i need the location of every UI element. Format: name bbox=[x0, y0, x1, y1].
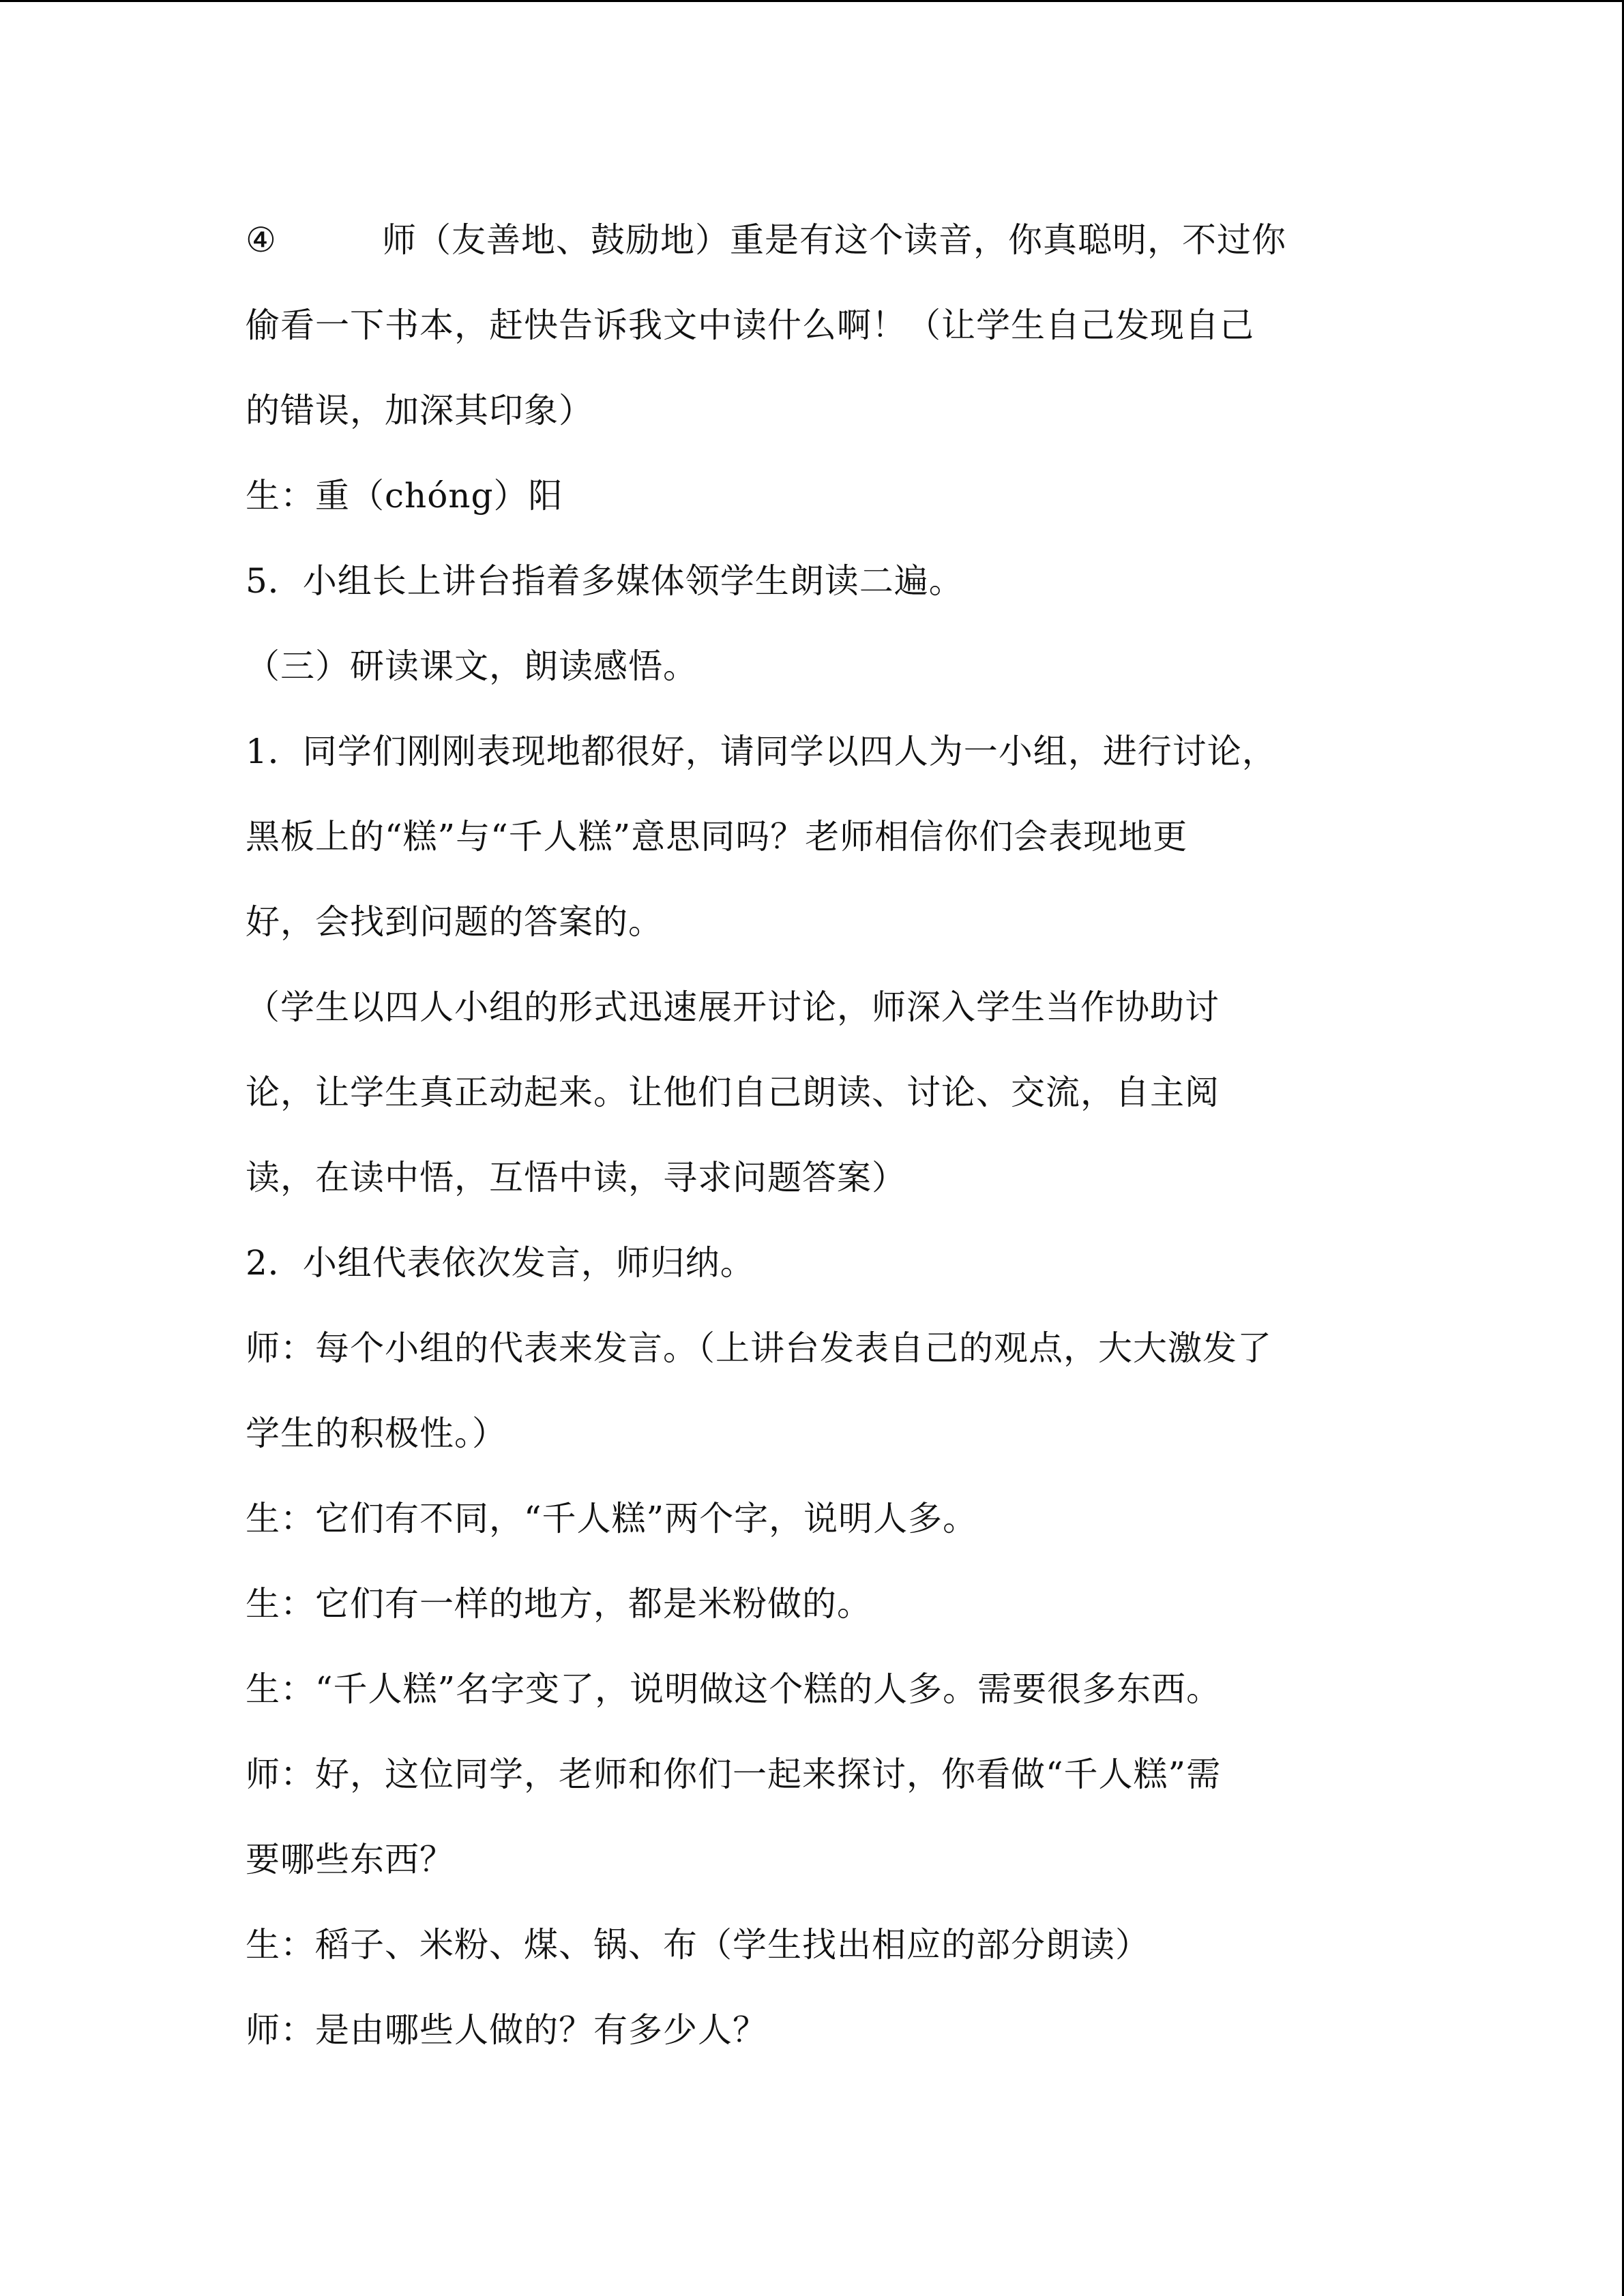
paragraph-line: 生：重（chóng）阳 bbox=[246, 476, 563, 516]
paragraph-line: 生：“千人糕”名字变了，说明做这个糕的人多。需要很多东西。 bbox=[246, 1669, 1222, 1709]
paragraph-line: 的错误，加深其印象） bbox=[246, 391, 593, 430]
list-marker: ④ bbox=[246, 220, 277, 260]
paragraph-line: 5．小组长上讲台指着多媒体领学生朗读二遍。 bbox=[246, 561, 964, 601]
paragraph-line: 生：它们有一样的地方，都是米粉做的。 bbox=[246, 1584, 872, 1624]
paragraph-line: 读，在读中悟，互悟中读，寻求问题答案） bbox=[246, 1158, 906, 1197]
paragraph-line: 生：它们有不同，“千人糕”两个字，说明人多。 bbox=[246, 1499, 978, 1538]
document-body bbox=[246, 198, 1391, 2073]
page-top-border bbox=[0, 0, 1624, 2]
paragraph-line: 2．小组代表依次发言，师归纳。 bbox=[246, 1243, 755, 1283]
line-text: 师（友善地、鼓励地）重是有这个读音，你真聪明，不过你 bbox=[382, 220, 1286, 260]
paragraph-line: 师：是由哪些人做的？有多少人？ bbox=[246, 2010, 767, 2050]
paragraph-line: 要哪些东西？ bbox=[246, 1840, 454, 1879]
paragraph-line: 好，会找到问题的答案的。 bbox=[246, 902, 663, 942]
paragraph-line: 学生的积极性。） bbox=[246, 1414, 507, 1453]
paragraph-line: 生：稻子、米粉、煤、锅、布（学生找出相应的部分朗读） bbox=[246, 1925, 1150, 1965]
section-heading: （三）研读课文，朗读感悟。 bbox=[246, 646, 698, 686]
paragraph-line: 师：每个小组的代表来发言。（上讲台发表自己的观点，大大激发了 bbox=[246, 1328, 1272, 1368]
paragraph-line bbox=[246, 198, 1391, 283]
paragraph-line: 黑板上的“糕”与“千人糕”意思同吗？老师相信你们会表现地更 bbox=[246, 817, 1188, 856]
paragraph-line: 论，让学生真正动起来。让他们自己朗读、讨论、交流，自主阅 bbox=[246, 1073, 1220, 1112]
paragraph-line: （学生以四人小组的形式迅速展开讨论，师深入学生当作协助讨 bbox=[246, 987, 1220, 1027]
paragraph-line: 1．同学们刚刚表现地都很好，请同学以四人为一小组，进行讨论， bbox=[246, 732, 1277, 771]
paragraph-line: 偷看一下书本，赶快告诉我文中读什么啊！（让学生自己发现自己 bbox=[246, 305, 1254, 345]
paragraph-line: 师：好，这位同学，老师和你们一起来探讨，你看做“千人糕”需 bbox=[246, 1755, 1222, 1794]
